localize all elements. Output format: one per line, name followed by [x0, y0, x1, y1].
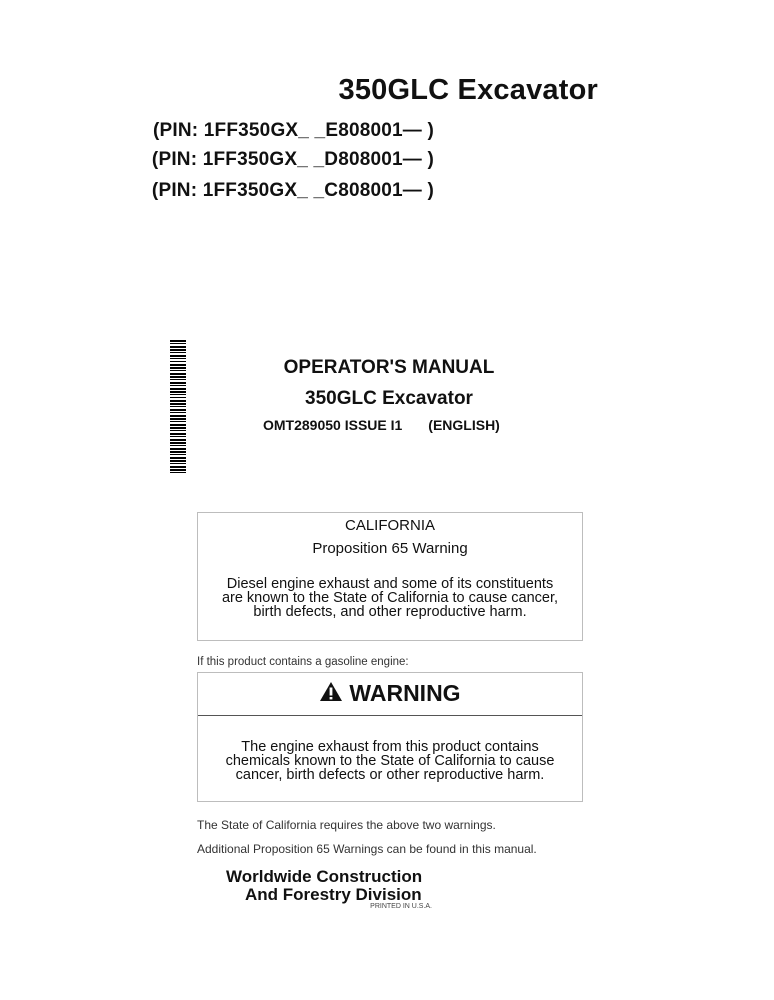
main-title: 350GLC Excavator [338, 74, 598, 106]
division-name-line1: Worldwide Construction [226, 867, 423, 886]
manual-issue-line [263, 417, 500, 433]
warning-header [198, 673, 582, 716]
gasoline-warning-box [197, 672, 583, 802]
warning-text-line: cancer, birth defects or other reproductive harm. [235, 767, 545, 783]
pin-range-line: (PIN: 1FF350GX_ _E808001— ) [152, 120, 434, 141]
gasoline-engine-note: If this product contains a gasoline engine: [197, 656, 409, 668]
manual-model: 350GLC Excavator [305, 388, 473, 409]
warning-text-line: chemicals known to the State of California to cause [225, 753, 555, 769]
california-prop65-box [197, 512, 583, 641]
manual-title: OPERATOR'S MANUAL [283, 357, 495, 378]
prop65-subheading: Proposition 65 Warning [312, 540, 468, 557]
warning-triangle-icon [319, 681, 343, 702]
additional-warnings-note: Additional Proposition 65 Warnings can be found in this manual. [197, 842, 537, 856]
manual-language: (ENGLISH) [428, 417, 500, 433]
warning-text-line: The engine exhaust from this product contains [241, 739, 539, 755]
issue-number: OMT289050 ISSUE I1 [263, 417, 403, 433]
california-warning-text [198, 577, 582, 619]
pin-range-line: (PIN: 1FF350GX_ _C808001— ) [151, 180, 434, 201]
california-heading: CALIFORNIA [344, 517, 435, 534]
barcode-icon [170, 340, 186, 466]
warning-text-line: Diesel engine exhaust and some of its constituents [226, 576, 554, 592]
warning-text-line: are known to the State of California to cause cancer, [221, 590, 559, 606]
division-name-line2: And Forestry Division [245, 885, 422, 904]
gasoline-warning-text [198, 740, 582, 782]
printed-in-label: PRINTED IN U.S.A. [370, 903, 432, 910]
requirement-note: The State of California requires the above two warnings. [197, 818, 496, 832]
warning-heading: WARNING [349, 680, 461, 706]
warning-text-line: birth defects, and other reproductive harm. [253, 604, 527, 620]
pin-range-line: (PIN: 1FF350GX_ _D808001— ) [151, 149, 434, 170]
